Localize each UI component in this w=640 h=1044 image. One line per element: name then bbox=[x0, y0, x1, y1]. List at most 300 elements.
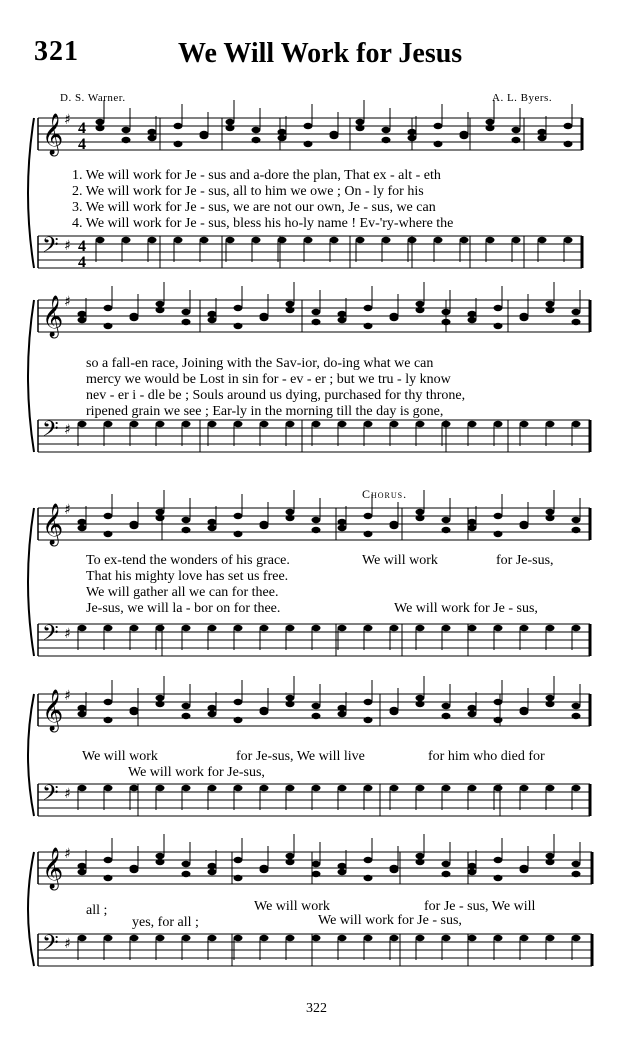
note-head bbox=[312, 421, 321, 427]
note-head bbox=[96, 125, 105, 131]
note-head bbox=[200, 237, 209, 243]
note-head bbox=[468, 935, 477, 941]
note-head bbox=[286, 301, 295, 307]
note-head bbox=[286, 859, 295, 865]
note-head bbox=[286, 509, 295, 515]
note-head bbox=[260, 785, 269, 791]
verse-1-line-3: To ex-tend the wonders of his grace. bbox=[86, 553, 290, 568]
note-head bbox=[494, 323, 503, 329]
note-head bbox=[338, 863, 347, 869]
note-head bbox=[572, 785, 581, 791]
note-head bbox=[260, 709, 269, 715]
sharp-icon: ♯ bbox=[64, 422, 71, 438]
note-head bbox=[104, 935, 113, 941]
note-head bbox=[234, 857, 243, 863]
note-head bbox=[364, 699, 373, 705]
note-head bbox=[208, 519, 217, 525]
bass-clef-icon: 𝄢 bbox=[42, 233, 59, 263]
note-head bbox=[234, 625, 243, 631]
note-head bbox=[442, 517, 451, 523]
note-head bbox=[182, 421, 191, 427]
note-head bbox=[312, 319, 321, 325]
note-head bbox=[564, 123, 573, 129]
note-head bbox=[494, 935, 503, 941]
note-head bbox=[130, 709, 139, 715]
note-head bbox=[546, 695, 555, 701]
note-head bbox=[312, 527, 321, 533]
note-head bbox=[416, 701, 425, 707]
note-head bbox=[182, 785, 191, 791]
note-head bbox=[416, 625, 425, 631]
bass-clef-icon: 𝄢 bbox=[42, 931, 59, 961]
note-head bbox=[78, 421, 87, 427]
note-head bbox=[78, 935, 87, 941]
chorus-line-5b: We will work bbox=[254, 899, 330, 914]
note-head bbox=[572, 861, 581, 867]
note-head bbox=[234, 699, 243, 705]
note-head bbox=[182, 309, 191, 315]
note-head bbox=[234, 785, 243, 791]
note-head bbox=[538, 237, 547, 243]
note-head bbox=[156, 515, 165, 521]
note-head bbox=[356, 237, 365, 243]
note-head bbox=[416, 421, 425, 427]
verse-2-line-1: 2. We will work for Je - sus, all to him we owe ; On - ly for his bbox=[72, 184, 424, 199]
note-head bbox=[408, 129, 417, 135]
note-head bbox=[408, 135, 417, 141]
note-head bbox=[304, 141, 313, 147]
note-head bbox=[286, 935, 295, 941]
chorus-line-6b: We will work for Je - sus, bbox=[318, 913, 462, 928]
hymn-number: 321 bbox=[34, 36, 79, 67]
page-number: 322 bbox=[306, 1001, 327, 1016]
sharp-icon: ♯ bbox=[64, 502, 71, 518]
note-head bbox=[572, 527, 581, 533]
note-head bbox=[494, 531, 503, 537]
note-head bbox=[304, 237, 313, 243]
note-head bbox=[468, 421, 477, 427]
note-head bbox=[208, 863, 217, 869]
note-head bbox=[546, 935, 555, 941]
note-head bbox=[226, 237, 235, 243]
note-head bbox=[312, 871, 321, 877]
verse-1-line-2: so a fall-en race, Joining with the Sav-ior, do-ing what we can bbox=[86, 356, 434, 371]
note-head bbox=[104, 625, 113, 631]
note-head bbox=[416, 301, 425, 307]
note-head bbox=[338, 625, 347, 631]
note-head bbox=[364, 305, 373, 311]
note-head bbox=[104, 305, 113, 311]
note-head bbox=[208, 711, 217, 717]
sharp-icon: ♯ bbox=[64, 626, 71, 642]
note-head bbox=[208, 935, 217, 941]
note-head bbox=[338, 519, 347, 525]
system-brace bbox=[28, 852, 34, 966]
note-head bbox=[260, 867, 269, 873]
note-head bbox=[468, 711, 477, 717]
note-head bbox=[546, 421, 555, 427]
note-head bbox=[130, 935, 139, 941]
note-head bbox=[278, 135, 287, 141]
note-head bbox=[96, 119, 105, 125]
note-head bbox=[312, 861, 321, 867]
note-head bbox=[442, 421, 451, 427]
note-head bbox=[278, 129, 287, 135]
verse-3-line-2: nev - er i - dle be ; Souls around us dying, purchased for thy throne, bbox=[86, 388, 466, 403]
note-head bbox=[312, 703, 321, 709]
note-head bbox=[130, 315, 139, 321]
note-head bbox=[130, 867, 139, 873]
note-head bbox=[538, 135, 547, 141]
note-head bbox=[312, 935, 321, 941]
note-head bbox=[148, 237, 157, 243]
note-head bbox=[546, 853, 555, 859]
note-head bbox=[338, 525, 347, 531]
note-head bbox=[182, 527, 191, 533]
chorus-line-1a: We will work bbox=[362, 553, 438, 568]
sharp-icon: ♯ bbox=[64, 846, 71, 862]
time-signature: 4 bbox=[78, 120, 86, 137]
chorus-line-3b: for Je-sus, We will live bbox=[236, 749, 365, 764]
sharp-icon: ♯ bbox=[64, 112, 71, 128]
note-head bbox=[442, 935, 451, 941]
note-head bbox=[104, 875, 113, 881]
note-head bbox=[494, 421, 503, 427]
note-head bbox=[104, 717, 113, 723]
bass-clef-icon: 𝄢 bbox=[42, 781, 59, 811]
note-head bbox=[364, 323, 373, 329]
note-head bbox=[208, 311, 217, 317]
treble-clef-icon: 𝄞 bbox=[42, 848, 64, 889]
note-head bbox=[382, 237, 391, 243]
bass-clef-icon: 𝄢 bbox=[42, 417, 59, 447]
note-head bbox=[208, 869, 217, 875]
note-head bbox=[520, 785, 529, 791]
note-head bbox=[130, 523, 139, 529]
author-credit: D. S. Warner. bbox=[60, 92, 126, 104]
sharp-icon: ♯ bbox=[64, 786, 71, 802]
note-head bbox=[330, 133, 339, 139]
note-head bbox=[416, 853, 425, 859]
chorus-line-6a: yes, for all ; bbox=[132, 915, 199, 930]
note-head bbox=[182, 625, 191, 631]
verse-1-line-1: 1. We will work for Je - sus and a-dore the plan, That ex - alt - eth bbox=[72, 168, 441, 183]
note-head bbox=[182, 871, 191, 877]
note-head bbox=[468, 869, 477, 875]
note-head bbox=[572, 517, 581, 523]
note-head bbox=[182, 319, 191, 325]
composer-credit: A. L. Byers. bbox=[492, 92, 553, 104]
chorus-line-4: We will work for Je-sus, bbox=[128, 765, 265, 780]
note-head bbox=[442, 309, 451, 315]
note-head bbox=[442, 319, 451, 325]
note-head bbox=[260, 625, 269, 631]
note-head bbox=[234, 513, 243, 519]
note-head bbox=[364, 421, 373, 427]
note-head bbox=[442, 861, 451, 867]
chorus-line-5a: all ; bbox=[86, 903, 108, 918]
chorus-line-3a: We will work bbox=[82, 749, 158, 764]
note-head bbox=[356, 119, 365, 125]
note-head bbox=[104, 421, 113, 427]
note-head bbox=[408, 237, 417, 243]
note-head bbox=[572, 309, 581, 315]
note-head bbox=[234, 875, 243, 881]
note-head bbox=[520, 867, 529, 873]
note-head bbox=[156, 301, 165, 307]
note-head bbox=[286, 701, 295, 707]
note-head bbox=[234, 717, 243, 723]
chorus-line-3c: for him who died for bbox=[428, 749, 545, 764]
note-head bbox=[520, 421, 529, 427]
note-head bbox=[390, 625, 399, 631]
note-head bbox=[182, 861, 191, 867]
verse-4-line-2: ripened grain we see ; Ear-ly in the morning till the day is gone, bbox=[86, 404, 444, 419]
note-head bbox=[260, 421, 269, 427]
note-head bbox=[546, 625, 555, 631]
note-head bbox=[494, 625, 503, 631]
sharp-icon: ♯ bbox=[64, 238, 71, 254]
note-head bbox=[122, 127, 131, 133]
note-head bbox=[312, 309, 321, 315]
note-head bbox=[104, 785, 113, 791]
note-head bbox=[494, 857, 503, 863]
note-head bbox=[286, 625, 295, 631]
note-head bbox=[312, 625, 321, 631]
note-head bbox=[572, 871, 581, 877]
note-head bbox=[338, 705, 347, 711]
note-head bbox=[104, 857, 113, 863]
time-signature: 4 bbox=[78, 136, 86, 153]
note-head bbox=[520, 935, 529, 941]
note-head bbox=[572, 713, 581, 719]
note-head bbox=[208, 421, 217, 427]
note-head bbox=[78, 785, 87, 791]
note-head bbox=[416, 509, 425, 515]
note-head bbox=[312, 785, 321, 791]
hymn-title: We Will Work for Jesus bbox=[178, 38, 463, 69]
note-head bbox=[468, 625, 477, 631]
note-head bbox=[364, 513, 373, 519]
note-head bbox=[546, 509, 555, 515]
note-head bbox=[208, 625, 217, 631]
time-signature: 4 bbox=[78, 254, 86, 271]
note-head bbox=[156, 701, 165, 707]
note-head bbox=[234, 305, 243, 311]
note-head bbox=[174, 123, 183, 129]
note-head bbox=[546, 301, 555, 307]
note-head bbox=[442, 625, 451, 631]
note-head bbox=[286, 307, 295, 313]
note-head bbox=[148, 129, 157, 135]
note-head bbox=[156, 307, 165, 313]
note-head bbox=[148, 135, 157, 141]
note-head bbox=[356, 125, 365, 131]
note-head bbox=[78, 317, 87, 323]
note-head bbox=[304, 123, 313, 129]
note-head bbox=[364, 531, 373, 537]
note-head bbox=[546, 859, 555, 865]
treble-clef-icon: 𝄞 bbox=[42, 296, 64, 337]
sharp-icon: ♯ bbox=[64, 688, 71, 704]
note-head bbox=[416, 785, 425, 791]
note-head bbox=[390, 785, 399, 791]
verse-3-line-3: We will gather all we can for thee. bbox=[86, 585, 279, 600]
bass-clef-icon: 𝄢 bbox=[42, 621, 59, 651]
note-head bbox=[494, 785, 503, 791]
note-head bbox=[572, 625, 581, 631]
note-head bbox=[156, 853, 165, 859]
note-head bbox=[434, 237, 443, 243]
note-head bbox=[208, 705, 217, 711]
note-head bbox=[286, 785, 295, 791]
note-head bbox=[208, 317, 217, 323]
note-head bbox=[460, 237, 469, 243]
note-head bbox=[226, 119, 235, 125]
note-head bbox=[78, 519, 87, 525]
note-head bbox=[416, 515, 425, 521]
verse-2-line-3: That his mighty love has set us free. bbox=[86, 569, 289, 584]
note-head bbox=[156, 421, 165, 427]
note-head bbox=[330, 237, 339, 243]
verse-4-line-3: Je-sus, we will la - bor on for thee. bbox=[86, 601, 281, 616]
note-head bbox=[390, 421, 399, 427]
note-head bbox=[442, 871, 451, 877]
note-head bbox=[416, 859, 425, 865]
note-head bbox=[122, 237, 131, 243]
note-head bbox=[416, 695, 425, 701]
note-head bbox=[512, 127, 521, 133]
note-head bbox=[390, 867, 399, 873]
note-head bbox=[78, 869, 87, 875]
note-head bbox=[156, 859, 165, 865]
note-head bbox=[338, 869, 347, 875]
note-head bbox=[382, 127, 391, 133]
note-head bbox=[286, 695, 295, 701]
note-head bbox=[442, 703, 451, 709]
chorus-line-2: We will work for Je - sus, bbox=[394, 601, 538, 616]
note-head bbox=[182, 703, 191, 709]
system-brace bbox=[28, 508, 34, 656]
note-head bbox=[520, 709, 529, 715]
note-head bbox=[512, 237, 521, 243]
note-head bbox=[208, 785, 217, 791]
note-head bbox=[130, 625, 139, 631]
note-head bbox=[338, 711, 347, 717]
note-head bbox=[390, 709, 399, 715]
note-head bbox=[252, 127, 261, 133]
note-head bbox=[494, 717, 503, 723]
note-head bbox=[364, 785, 373, 791]
note-head bbox=[338, 785, 347, 791]
note-head bbox=[572, 935, 581, 941]
system-brace bbox=[28, 118, 34, 268]
note-head bbox=[156, 935, 165, 941]
note-head bbox=[78, 711, 87, 717]
note-head bbox=[486, 125, 495, 131]
note-head bbox=[182, 713, 191, 719]
note-head bbox=[434, 123, 443, 129]
note-head bbox=[468, 311, 477, 317]
note-head bbox=[234, 531, 243, 537]
note-head bbox=[78, 863, 87, 869]
note-head bbox=[382, 137, 391, 143]
note-head bbox=[416, 935, 425, 941]
note-head bbox=[486, 119, 495, 125]
note-head bbox=[312, 517, 321, 523]
note-head bbox=[364, 625, 373, 631]
note-head bbox=[312, 713, 321, 719]
note-head bbox=[130, 785, 139, 791]
note-head bbox=[572, 421, 581, 427]
note-head bbox=[546, 785, 555, 791]
note-head bbox=[78, 705, 87, 711]
note-head bbox=[260, 523, 269, 529]
note-head bbox=[78, 525, 87, 531]
note-head bbox=[442, 527, 451, 533]
system-brace bbox=[28, 300, 34, 452]
chorus-line-5c: for Je - sus, We will bbox=[424, 899, 536, 914]
note-head bbox=[520, 625, 529, 631]
note-head bbox=[234, 421, 243, 427]
note-head bbox=[338, 935, 347, 941]
note-head bbox=[78, 625, 87, 631]
note-head bbox=[494, 513, 503, 519]
note-head bbox=[286, 515, 295, 521]
note-head bbox=[546, 701, 555, 707]
note-head bbox=[182, 517, 191, 523]
note-head bbox=[520, 315, 529, 321]
note-head bbox=[494, 699, 503, 705]
note-head bbox=[564, 237, 573, 243]
note-head bbox=[364, 717, 373, 723]
note-head bbox=[468, 317, 477, 323]
note-head bbox=[174, 237, 183, 243]
treble-clef-icon: 𝄞 bbox=[42, 690, 64, 731]
note-head bbox=[494, 875, 503, 881]
note-head bbox=[338, 317, 347, 323]
treble-clef-icon: 𝄞 bbox=[42, 114, 64, 155]
note-head bbox=[156, 625, 165, 631]
note-head bbox=[252, 237, 261, 243]
verse-4-line-1: 4. We will work for Je - sus, bless his ho-ly name ! Ev-'ry-where the bbox=[72, 216, 454, 231]
note-head bbox=[486, 237, 495, 243]
note-head bbox=[200, 133, 209, 139]
note-head bbox=[78, 311, 87, 317]
note-head bbox=[338, 421, 347, 427]
note-head bbox=[442, 713, 451, 719]
note-head bbox=[390, 315, 399, 321]
note-head bbox=[104, 513, 113, 519]
system-brace bbox=[28, 694, 34, 816]
note-head bbox=[364, 857, 373, 863]
note-head bbox=[260, 315, 269, 321]
sharp-icon: ♯ bbox=[64, 936, 71, 952]
note-head bbox=[416, 307, 425, 313]
note-head bbox=[564, 141, 573, 147]
note-head bbox=[390, 523, 399, 529]
note-head bbox=[468, 519, 477, 525]
note-head bbox=[572, 319, 581, 325]
note-head bbox=[442, 785, 451, 791]
note-head bbox=[156, 785, 165, 791]
note-head bbox=[182, 935, 191, 941]
note-head bbox=[252, 137, 261, 143]
note-head bbox=[286, 421, 295, 427]
note-head bbox=[468, 863, 477, 869]
note-head bbox=[122, 137, 131, 143]
note-head bbox=[468, 785, 477, 791]
